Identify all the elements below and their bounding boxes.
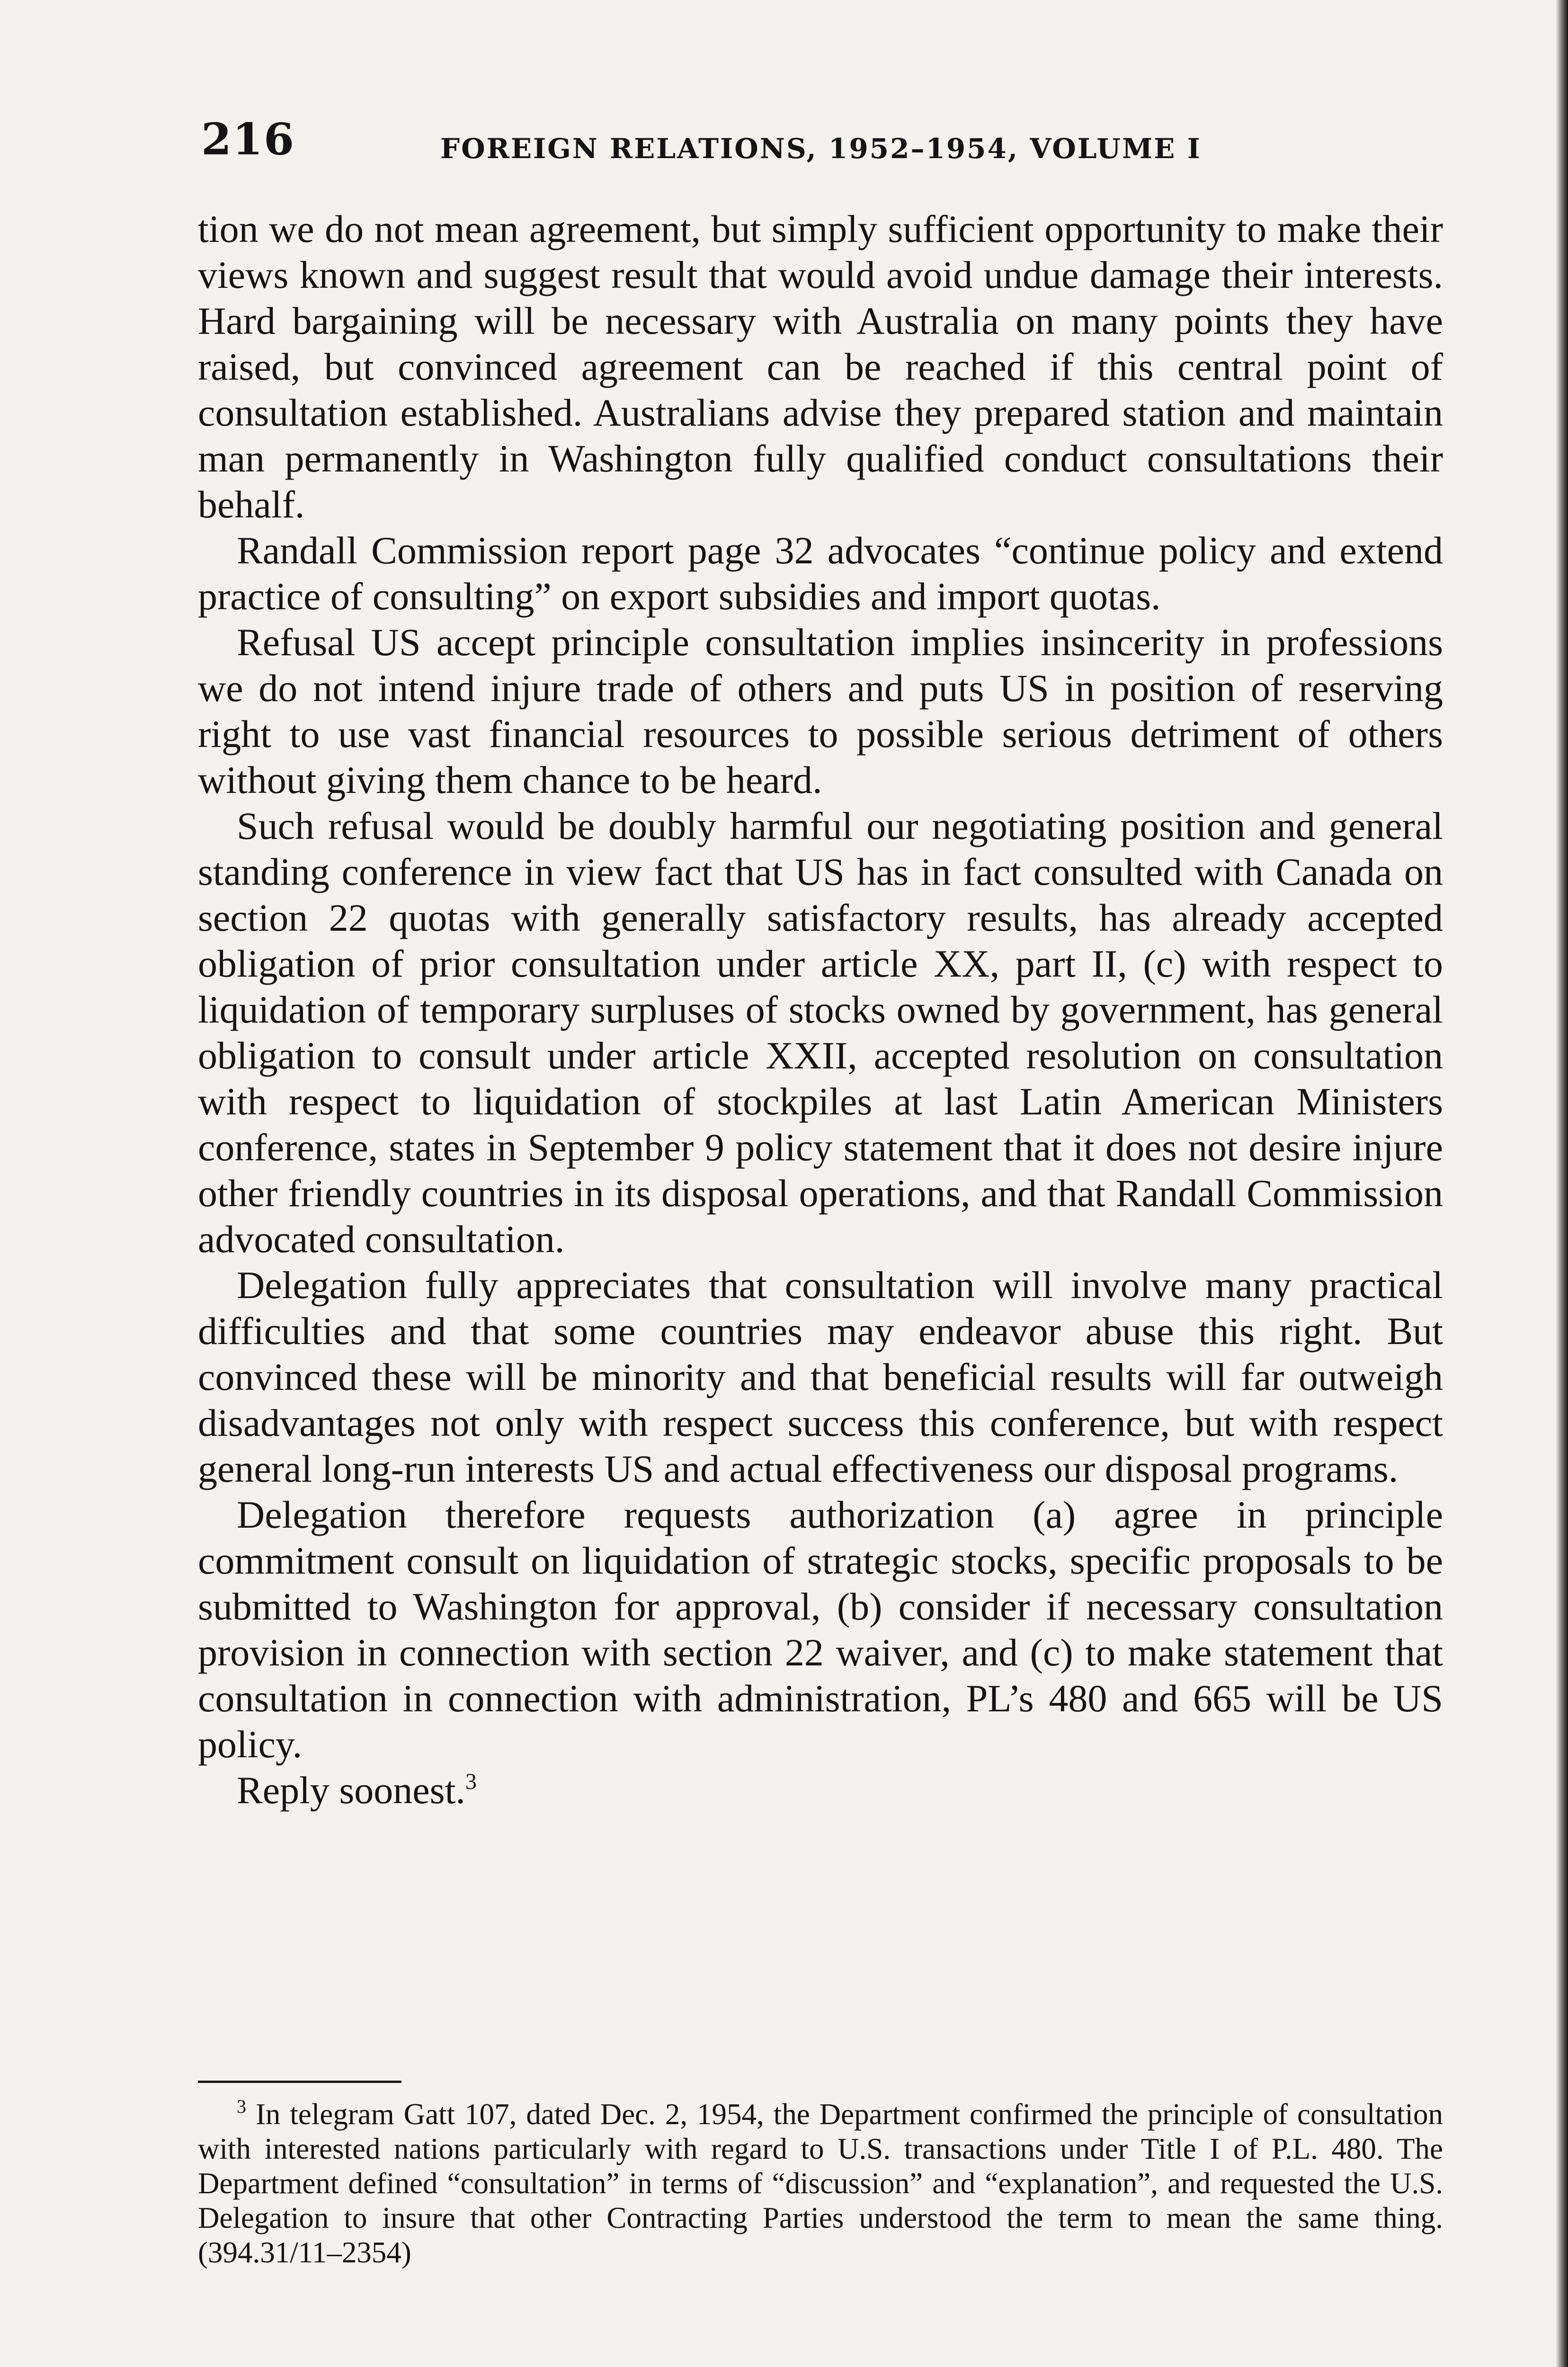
paragraph-randall-commission: Randall Commission report page 32 advocates “continue policy and extend practice of consulting” on export subsidies and import quotas.	[198, 529, 1443, 618]
page-header	[201, 114, 1453, 170]
paragraph-such-refusal: Such refusal would be doubly harmful our negotiating position and general standing conference in view fact that US has in fact consulted with Canada on section 22 quotas with generally satisfactory results, has already accepted obligation of prior consultation under article XX, part II, (c) with respect to liquidation of temporary surpluses of stocks owned by government, has general obligation to consult under article XXII, accepted resolution on consultation with respect to liquidation of stockpiles at last Latin American Ministers conference, states in September 9 policy statement that it does not desire injure other friendly countries in its disposal operations, and that Randall Commission advocated consultation.	[198, 804, 1443, 1261]
footnote-text: In telegram Gatt 107, dated Dec. 2, 1954, the Department confirmed the principle of consultation with interested nations particularly with regard to U.S. transactions under Title I of P.L. 480. The Department defined “consultation” in terms of “discussion” and “explanation”, and requested the U.S. Delegation to insure that other Contracting Parties understood the term to mean the same thing. (394.31/11–2354)	[198, 2098, 1443, 2269]
running-head: FOREIGN RELATIONS, 1952–1954, VOLUME I	[440, 133, 1202, 165]
page-edge-shadow	[1556, 0, 1568, 2367]
footnote-reference: 3	[465, 1769, 477, 1794]
body-text	[198, 206, 1443, 1813]
footnote	[198, 2097, 1443, 2270]
paragraph-reply-soonest	[198, 1767, 1443, 1813]
paragraph-refusal: Refusal US accept principle consultation implies insincerity in professions we do not intend injure trade of others and puts US in position of reserving right to use vast financial resources to possible serious detriment of others without giving them chance to be heard.	[198, 621, 1443, 801]
reply-text: Reply soonest.	[237, 1769, 465, 1812]
paragraph-continued: tion we do not mean agreement, but simply sufficient opportunity to make their views known and suggest result that would avoid undue damage their interests. Hard bargaining will be necessary with Australia on many points they have raised, but convinced agreement can be reached if this central point of consultation established. Australians advise they prepared station and maintain man permanently in Washington fully qualified conduct consultations their behalf.	[198, 207, 1443, 526]
footnote-marker: 3	[237, 2096, 246, 2117]
paragraph-delegation-appreciates: Delegation fully appreciates that consultation will involve many practical difficulties and that some countries may endeavor abuse this right. But convinced these will be minority and that beneficial results will far outweigh disadvantages not only with respect success this conference, but with respect general long-run interests US and actual effectiveness our disposal programs.	[198, 1264, 1443, 1490]
page-number: 216	[201, 114, 295, 165]
footnote-divider	[198, 2081, 401, 2083]
paragraph-delegation-requests: Delegation therefore requests authorization (a) agree in principle commitment consult on liquidation of strategic stocks, specific proposals to be submitted to Washington for approval, (b) consider if necessary consultation provision in connection with section 22 waiver, and (c) to make statement that consultation in connection with administration, PL’s 480 and 665 will be US policy.	[198, 1493, 1443, 1766]
